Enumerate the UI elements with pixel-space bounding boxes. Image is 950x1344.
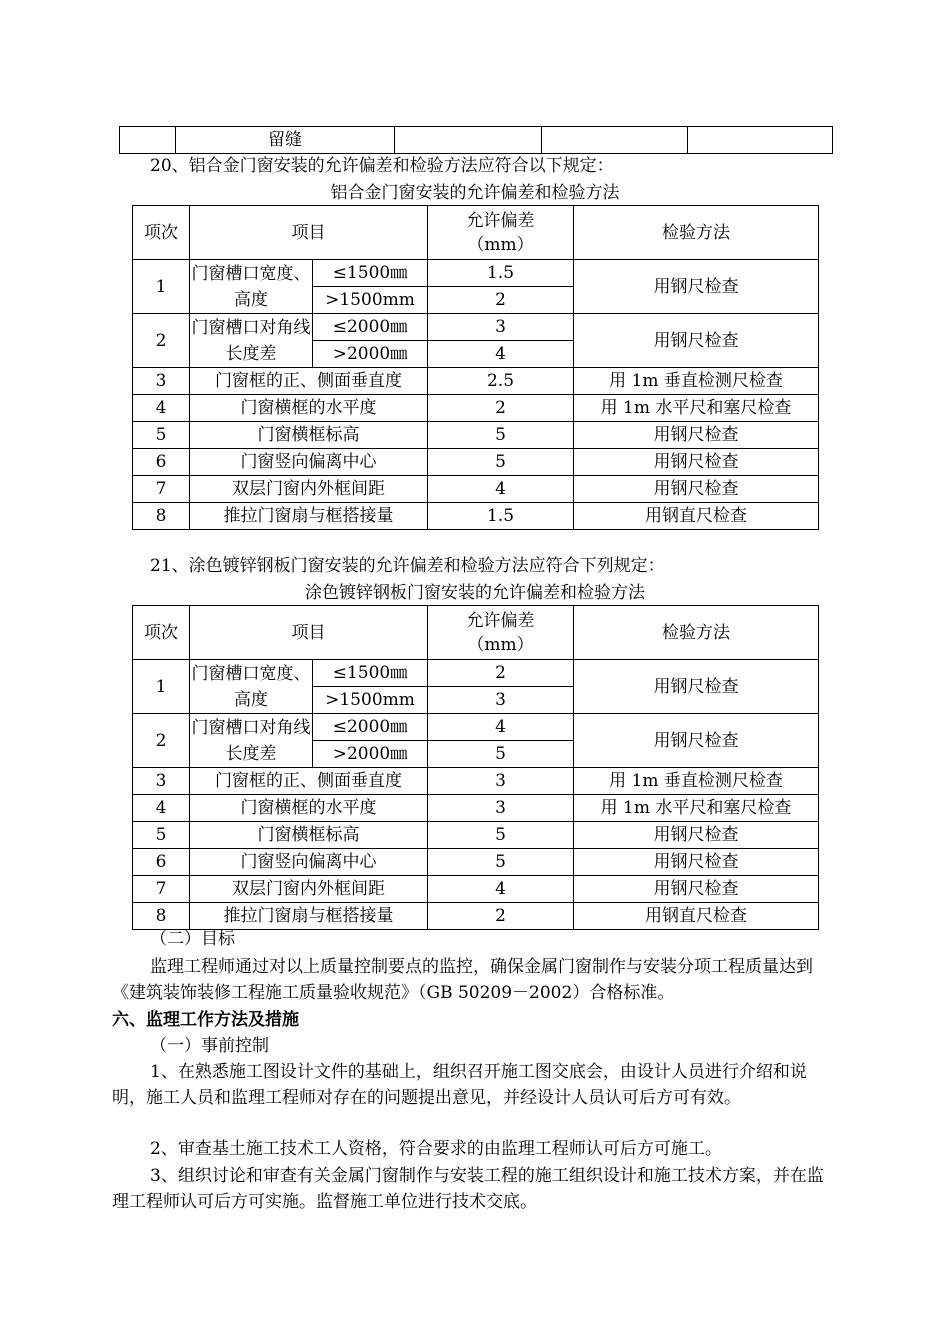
row-item: 门窗横框标高	[190, 422, 428, 449]
row-tolerance: 4	[428, 714, 574, 741]
header-tolerance-line1: 允许偏差	[466, 210, 535, 231]
row-no: 3	[133, 768, 190, 795]
row-tolerance: 2	[428, 395, 574, 422]
row-tolerance: 5	[428, 822, 574, 849]
row-sub-range: ≤1500㎜	[313, 260, 428, 287]
row-method: 用钢直尺检查	[574, 903, 819, 930]
section21-table	[132, 605, 819, 930]
row-no: 5	[133, 422, 190, 449]
top-remnant-cell	[395, 127, 542, 154]
row-tolerance: 5	[428, 449, 574, 476]
row-method: 用钢尺检查	[574, 876, 819, 903]
row-no: 7	[133, 876, 190, 903]
header-item: 项目	[190, 606, 428, 660]
row-tolerance: 5	[428, 422, 574, 449]
row-sub-range: ≤2000㎜	[313, 314, 428, 341]
header-tolerance-line2: （mm）	[467, 234, 534, 255]
row-item: 门窗槽口对角线长度差	[190, 314, 313, 368]
top-remnant-cell	[688, 127, 833, 154]
row-no: 8	[133, 503, 190, 530]
section6-heading: 六、监理工作方法及措施	[112, 1010, 299, 1030]
row-method: 用钢直尺检查	[574, 503, 819, 530]
row-item: 门窗槽口宽度、高度	[190, 660, 313, 714]
top-remnant-cell	[542, 127, 688, 154]
row-no: 7	[133, 476, 190, 503]
row-tolerance: 5	[428, 741, 574, 768]
row-no: 2	[133, 714, 190, 768]
row-method: 用钢尺检查	[574, 660, 819, 714]
row-item: 门窗框的正、侧面垂直度	[190, 768, 428, 795]
header-tolerance	[428, 606, 574, 660]
row-item: 门窗框的正、侧面垂直度	[190, 368, 428, 395]
section6-subheading: （一）事前控制	[150, 1036, 269, 1056]
row-item: 门窗槽口宽度、高度	[190, 260, 313, 314]
row-method: 用钢尺检查	[574, 422, 819, 449]
row-method: 用钢尺检查	[574, 449, 819, 476]
section20-table	[132, 205, 819, 530]
section21-table-title: 涂色镀锌钢板门窗安装的允许偏差和检验方法	[305, 583, 645, 603]
row-no: 2	[133, 314, 190, 368]
row-tolerance: 3	[428, 314, 574, 341]
row-tolerance: 4	[428, 476, 574, 503]
row-sub-range: >2000㎜	[313, 741, 428, 768]
top-remnant-table	[119, 126, 833, 154]
row-no: 8	[133, 903, 190, 930]
header-tolerance-line2: （mm）	[467, 634, 534, 655]
header-method: 检验方法	[574, 606, 819, 660]
row-method: 用钢尺检查	[574, 714, 819, 768]
row-no: 1	[133, 660, 190, 714]
row-no: 3	[133, 368, 190, 395]
top-remnant-cell	[120, 127, 176, 154]
goal-text: 监理工程师通过对以上质量控制要点的监控，确保金属门窗制作与安装分项工程质量达到《建筑装饰装修工程施工质量验收规范》（GB 50209－2002）合格标准。	[112, 957, 813, 1003]
row-item: 门窗竖向偏离中心	[190, 849, 428, 876]
row-tolerance: 4	[428, 876, 574, 903]
row-sub-range: >2000㎜	[313, 341, 428, 368]
row-tolerance: 2.5	[428, 368, 574, 395]
row-method: 用 1m 垂直检测尺检查	[574, 368, 819, 395]
row-method: 用 1m 垂直检测尺检查	[574, 768, 819, 795]
row-item: 门窗竖向偏离中心	[190, 449, 428, 476]
row-no: 4	[133, 395, 190, 422]
row-item: 门窗槽口对角线长度差	[190, 714, 313, 768]
row-tolerance: 3	[428, 795, 574, 822]
section20-intro: 20、铝合金门窗安装的允许偏差和检验方法应符合以下规定：	[150, 156, 614, 176]
section21-intro: 21、涂色镀锌钢板门窗安装的允许偏差和检验方法应符合下列规定：	[150, 556, 665, 576]
row-tolerance: 2	[428, 903, 574, 930]
row-item: 双层门窗内外框间距	[190, 476, 428, 503]
header-method: 检验方法	[574, 206, 819, 260]
row-method: 用 1m 水平尺和塞尺检查	[574, 795, 819, 822]
row-sub-range: >1500mm	[313, 287, 428, 314]
row-tolerance: 1.5	[428, 260, 574, 287]
row-tolerance: 4	[428, 341, 574, 368]
row-item: 推拉门窗扇与框搭接量	[190, 503, 428, 530]
header-no: 项次	[133, 606, 190, 660]
row-no: 6	[133, 849, 190, 876]
row-item: 双层门窗内外框间距	[190, 876, 428, 903]
section20-table-title: 铝合金门窗安装的允许偏差和检验方法	[330, 183, 620, 203]
row-no: 4	[133, 795, 190, 822]
row-method: 用钢尺检查	[574, 314, 819, 368]
row-no: 5	[133, 822, 190, 849]
row-tolerance: 2	[428, 287, 574, 314]
row-tolerance: 3	[428, 687, 574, 714]
row-tolerance: 2	[428, 660, 574, 687]
row-item: 门窗横框的水平度	[190, 795, 428, 822]
row-item: 门窗横框标高	[190, 822, 428, 849]
row-method: 用钢尺检查	[574, 822, 819, 849]
row-no: 1	[133, 260, 190, 314]
row-method: 用钢尺检查	[574, 260, 819, 314]
row-sub-range: >1500mm	[313, 687, 428, 714]
row-item: 推拉门窗扇与框搭接量	[190, 903, 428, 930]
row-tolerance: 1.5	[428, 503, 574, 530]
row-tolerance: 3	[428, 768, 574, 795]
row-no: 6	[133, 449, 190, 476]
top-remnant-label: 留缝	[176, 127, 395, 154]
header-tolerance	[428, 206, 574, 260]
header-tolerance-line1: 允许偏差	[466, 610, 535, 631]
row-sub-range: ≤2000㎜	[313, 714, 428, 741]
section6-item-3: 3、组织讨论和审查有关金属门窗制作与安装工程的施工组织设计和施工技术方案，并在监理工程师认可后方可实施。监督施工单位进行技术交底。	[112, 1166, 824, 1212]
row-method: 用钢尺检查	[574, 476, 819, 503]
header-item: 项目	[190, 206, 428, 260]
row-tolerance: 5	[428, 849, 574, 876]
row-item: 门窗横框的水平度	[190, 395, 428, 422]
row-method: 用 1m 水平尺和塞尺检查	[574, 395, 819, 422]
section6-item-2: 2、审查基土施工技术工人资格，符合要求的由监理工程师认可后方可施工。	[150, 1139, 722, 1159]
header-no: 项次	[133, 206, 190, 260]
goal-heading: （二）目标	[150, 929, 235, 949]
row-method: 用钢尺检查	[574, 849, 819, 876]
section6-item-1: 1、在熟悉施工图设计文件的基础上，组织召开施工图交底会，由设计人员进行介绍和说明，施工人员和监理工程师对存在的问题提出意见，并经设计人员认可后方可有效。	[112, 1062, 807, 1108]
row-sub-range: ≤1500㎜	[313, 660, 428, 687]
